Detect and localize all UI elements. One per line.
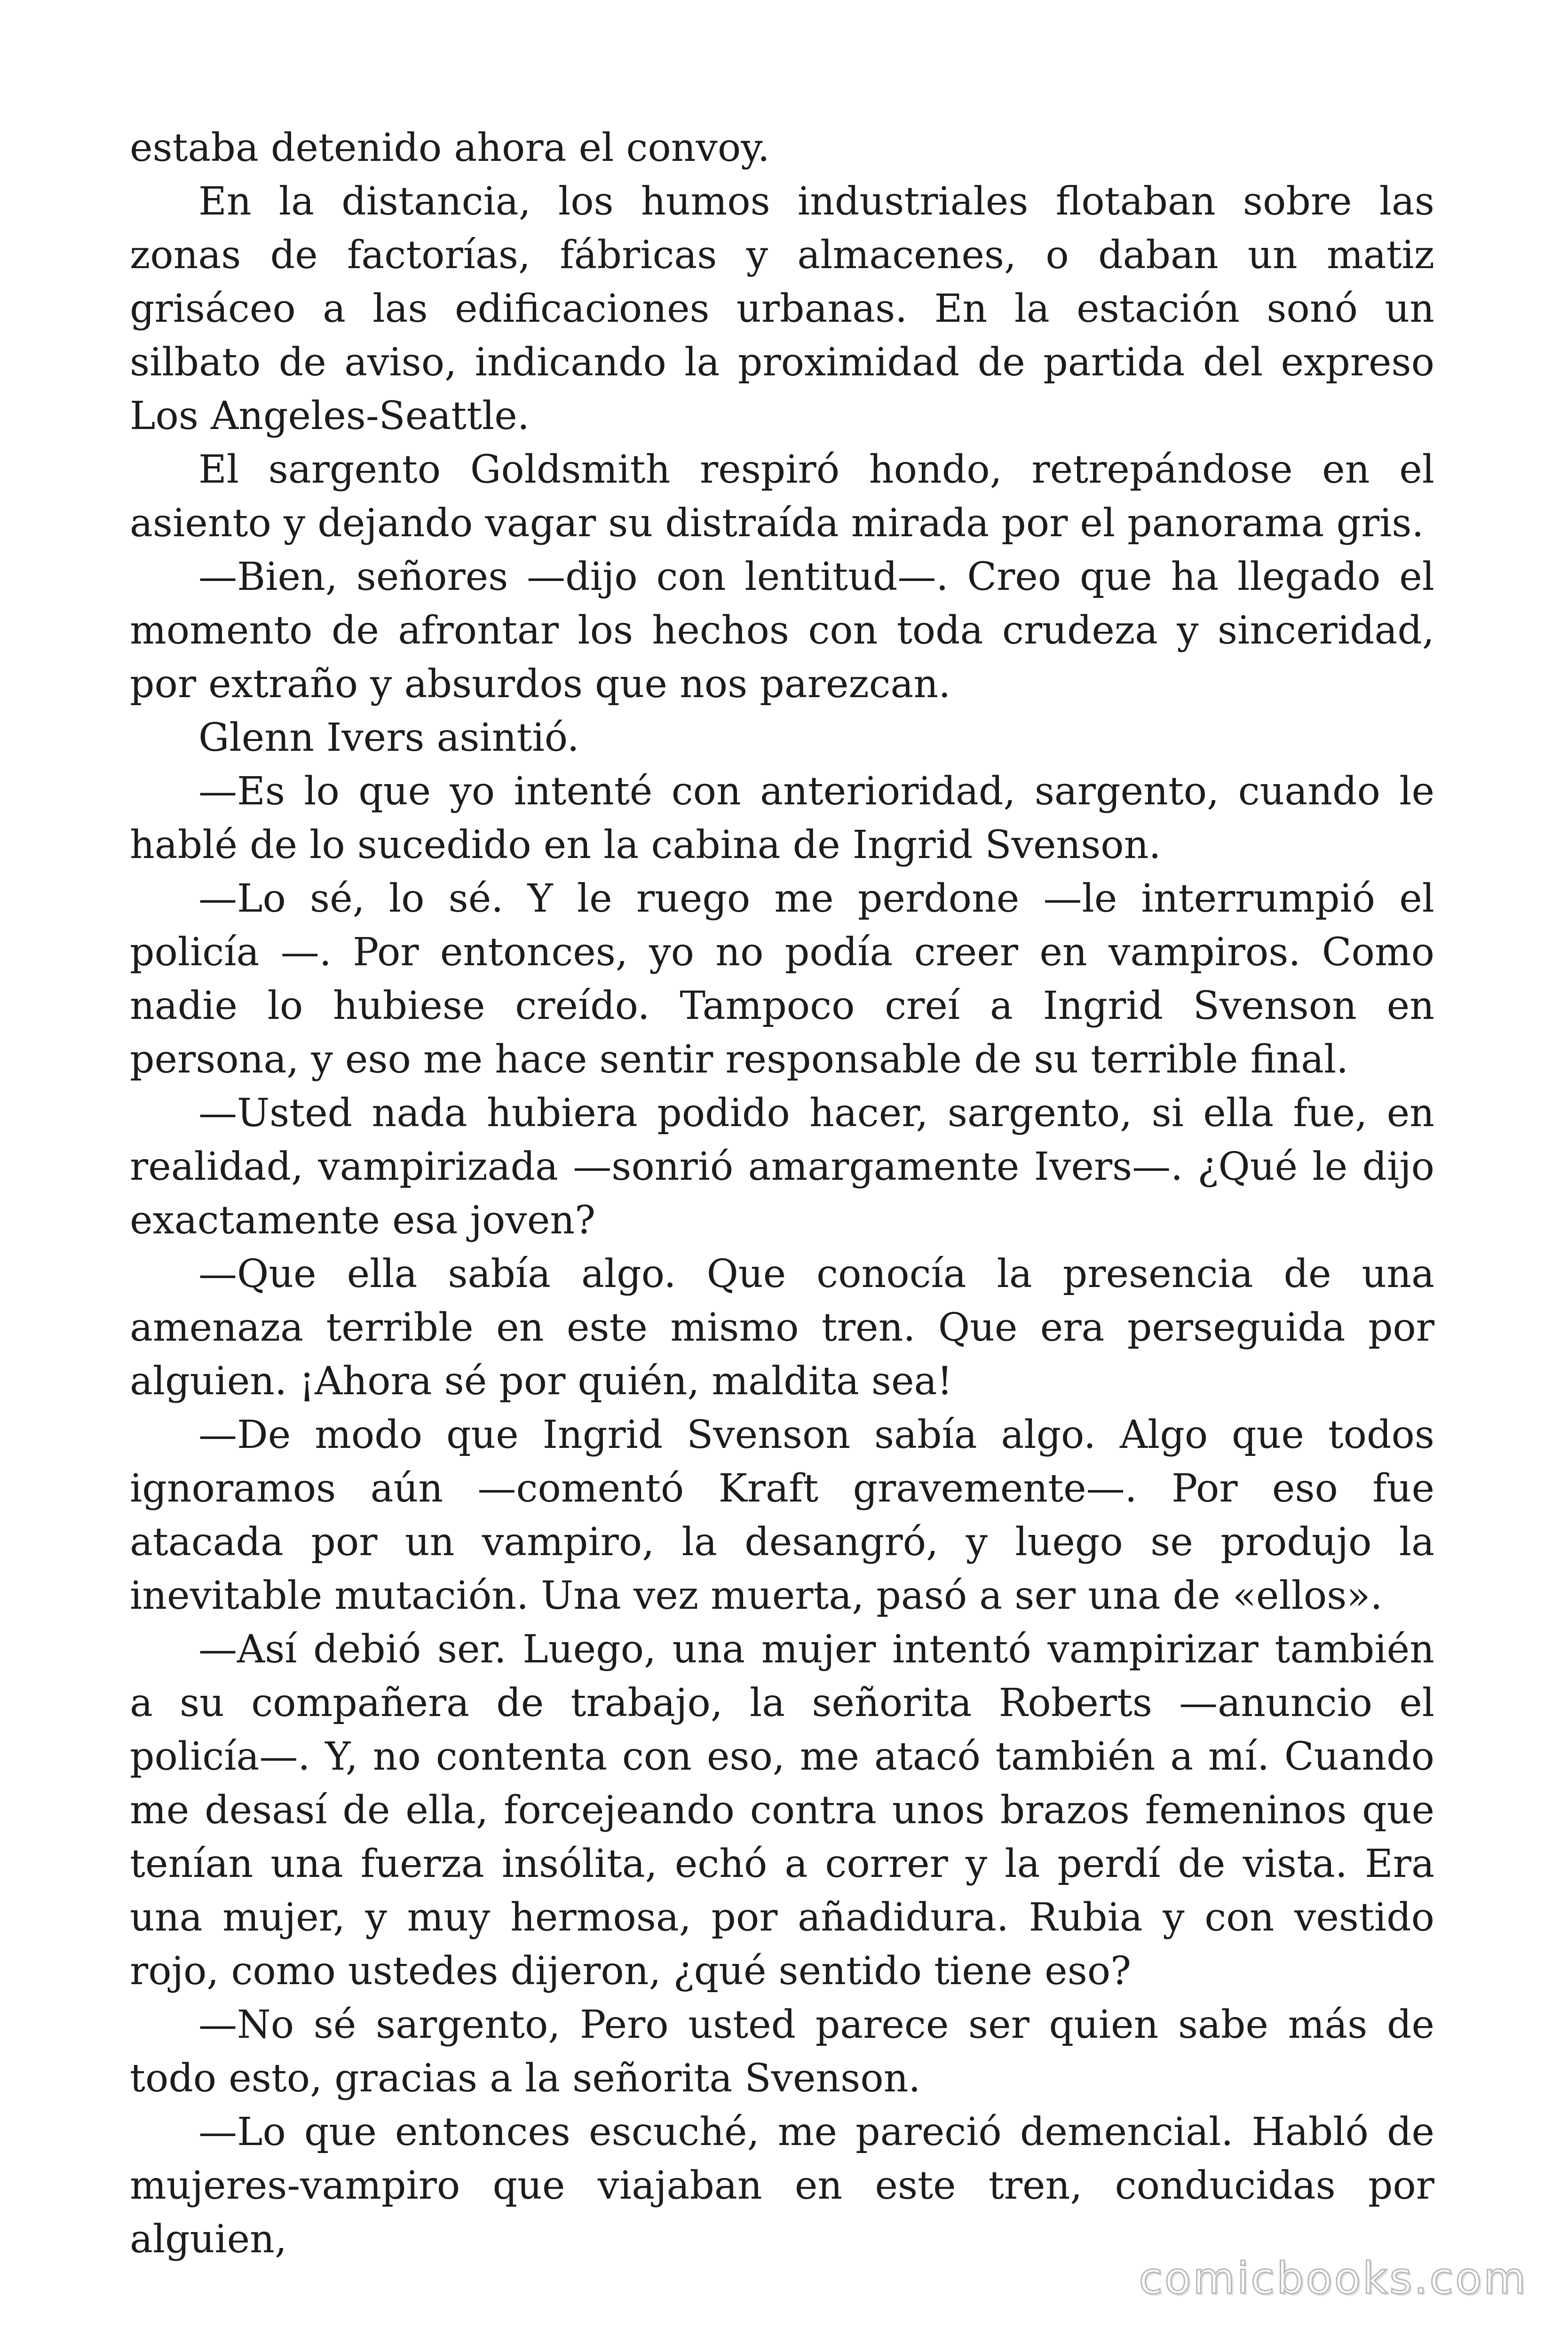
dialogue-paragraph: —Es lo que yo intenté con anterioridad, sargento, cuando le hablé de lo sucedido en la cabina de Ingrid Svenson.: [130, 769, 1434, 867]
paragraph-continuation: estaba detenido ahora el convoy.: [130, 126, 770, 170]
book-page-text: [130, 121, 1434, 2266]
dialogue-paragraph: —Usted nada hubiera podido hacer, sargento, si ella fue, en realidad, vampirizada —sonrió amargamente Ivers—. ¿Qué le dijo exactamente esa joven?: [130, 1091, 1434, 1243]
dialogue-paragraph: —Que ella sabía algo. Que conocía la presencia de una amenaza terrible en este mismo tren. Que era perseguida por alguien. ¡Ahora sé por quién, maldita sea!: [130, 1252, 1434, 1404]
paragraph: El sargento Goldsmith respiró hondo, retrepándose en el asiento y dejando vagar su distraída mirada por el panorama gris.: [130, 447, 1434, 546]
dialogue-paragraph: —Bien, señores —dijo con lentitud—. Creo que ha llegado el momento de afrontar los hechos con toda crudeza y sinceridad, por extraño y absurdos que nos parezcan.: [130, 555, 1434, 707]
dialogue-paragraph: —Lo sé, lo sé. Y le ruego me perdone —le interrumpió el policía —. Por entonces, yo no podía creer en vampiros. Como nadie lo hubiese creído. Tampoco creí a Ingrid Svenson en persona, y eso me hace sentir responsable de su terrible final.: [130, 876, 1434, 1082]
dialogue-paragraph: —No sé sargento, Pero usted parece ser quien sabe más de todo esto, gracias a la señorita Svenson.: [130, 2002, 1434, 2101]
dialogue-paragraph: —De modo que Ingrid Svenson sabía algo. Algo que todos ignoramos aún —comentó Kraft gravemente—. Por eso fue atacada por un vampiro, la desangró, y luego se produjo la inevitable mutación. Una vez muerta, pasó a ser una de «ellos».: [130, 1413, 1434, 1618]
paragraph: Glenn Ivers asintió.: [198, 715, 579, 760]
site-watermark: comicbooks.com: [1139, 2253, 1528, 2304]
paragraph: En la distancia, los humos industriales flotaban sobre las zonas de factorías, fábricas y almacenes, o daban un matiz grisáceo a las edificaciones urbanas. En la estación sonó un silbato de aviso, indicando la proximidad de partida del expreso Los Angeles-Seattle.: [130, 179, 1434, 438]
dialogue-paragraph: —Así debió ser. Luego, una mujer intentó vampirizar también a su compañera de trabajo, la señorita Roberts —anuncio el policía—. Y, no contenta con eso, me atacó también a mí. Cuando me desasí de ella, forcejeando contra unos brazos femeninos que tenían una fuerza insólita, echó a correr y la perdí de vista. Era una mujer, y muy hermosa, por añadidura. Rubia y con vestido rojo, como ustedes dijeron, ¿qué sentido tiene eso?: [130, 1627, 1434, 1994]
dialogue-paragraph: —Lo que entonces escuché, me pareció demencial. Habló de mujeres-vampiro que viajaban en este tren, conducidas por alguien,: [130, 2110, 1434, 2262]
